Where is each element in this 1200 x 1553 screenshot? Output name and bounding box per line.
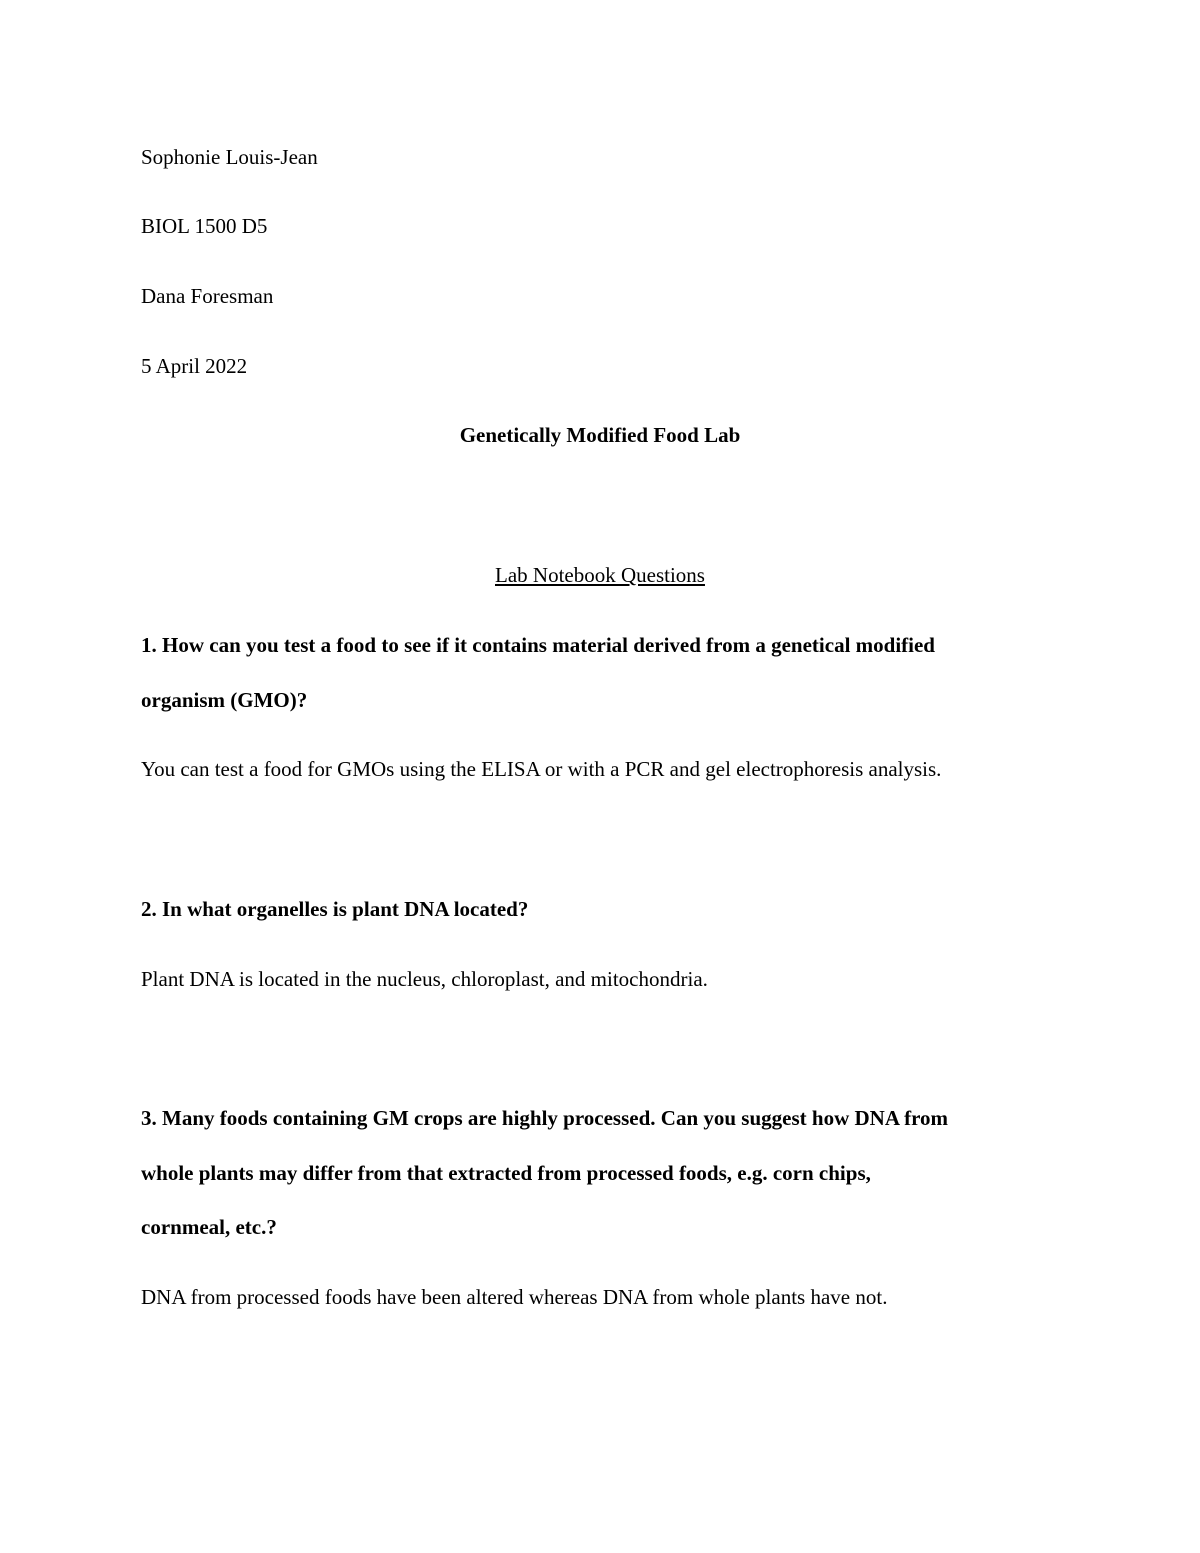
document-date: 5 April 2022 xyxy=(141,354,248,378)
question-1-line-2: organism (GMO)? xyxy=(141,688,308,712)
section-heading xyxy=(0,562,1200,588)
question-1-line-1: 1. How can you test a food to see if it contains material derived from a genetical modified xyxy=(141,633,935,657)
question-3-line-1: 3. Many foods containing GM crops are highly processed. Can you suggest how DNA from xyxy=(141,1106,949,1130)
instructor-name: Dana Foresman xyxy=(141,284,274,308)
answer-3: DNA from processed foods have been altered whereas DNA from whole plants have not. xyxy=(141,1285,888,1309)
section-heading-text: Lab Notebook Questions xyxy=(495,563,705,587)
author-name: Sophonie Louis-Jean xyxy=(141,145,318,169)
answer-1: You can test a food for GMOs using the ELISA or with a PCR and gel electrophoresis analysis. xyxy=(141,757,942,781)
question-3-line-2: whole plants may differ from that extracted from processed foods, e.g. corn chips, xyxy=(141,1161,871,1185)
course-code: BIOL 1500 D5 xyxy=(141,214,268,238)
question-2-line-1: 2. In what organelles is plant DNA located? xyxy=(141,897,529,921)
answer-2: Plant DNA is located in the nucleus, chloroplast, and mitochondria. xyxy=(141,967,708,991)
document-title: Genetically Modified Food Lab xyxy=(459,423,741,447)
question-3-line-3: cornmeal, etc.? xyxy=(141,1215,277,1239)
